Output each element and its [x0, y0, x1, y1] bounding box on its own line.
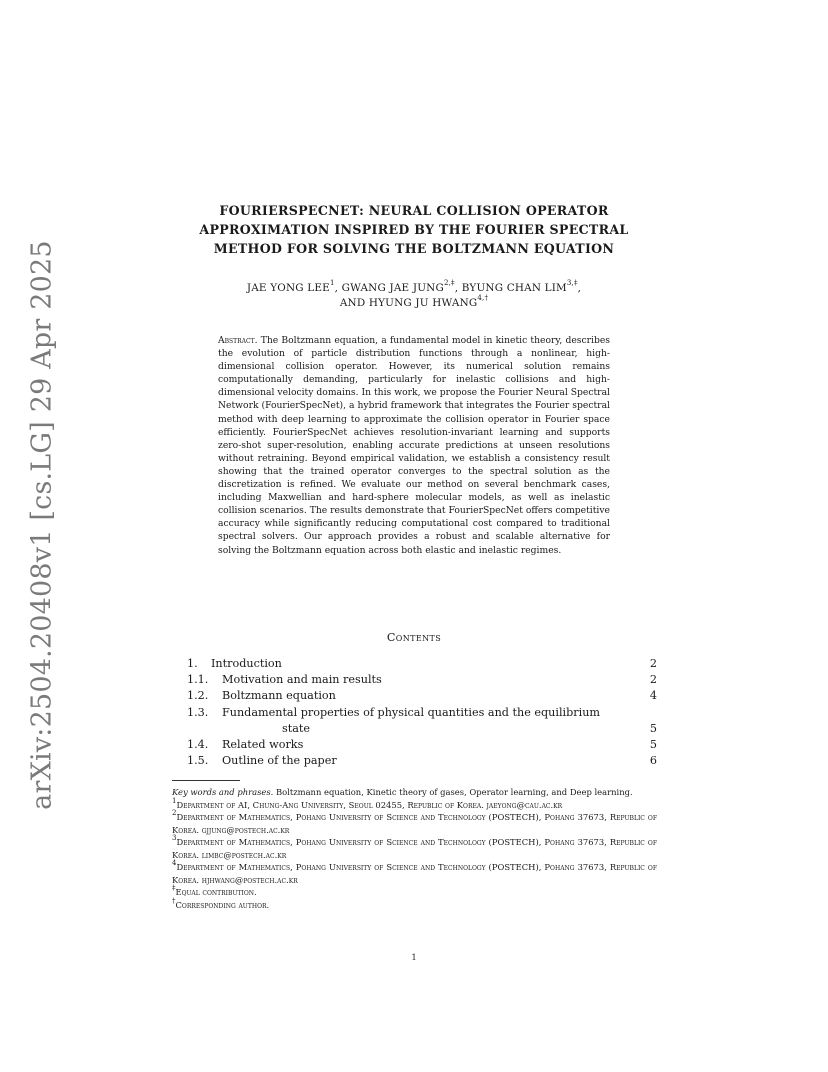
toc-entry-label-continued: state — [282, 721, 311, 735]
footnote-text: Equal contribution. — [175, 887, 257, 897]
toc-entry[interactable] — [187, 705, 657, 721]
footnote-mark: 2 — [172, 809, 177, 817]
toc-entry[interactable] — [187, 737, 657, 753]
keywords-footnote — [172, 786, 657, 799]
author-mark: 1 — [329, 279, 335, 287]
author-list — [160, 281, 668, 310]
toc-entry-number: 1.4. — [187, 738, 209, 752]
toc-entry-label: Outline of the paper — [222, 754, 337, 768]
keywords-label: Key words and phrases. — [172, 787, 274, 797]
author-line-1 — [160, 281, 668, 296]
affiliation-footnote — [172, 796, 657, 812]
toc-entry-page: 2 — [649, 673, 657, 687]
author-separator: , — [577, 282, 582, 294]
toc-entry-page: 5 — [649, 721, 657, 735]
affiliation-footnote — [172, 836, 657, 861]
author-name: , GWANG JAE JUNG — [334, 282, 444, 294]
toc-entry-number: 1. — [187, 657, 198, 670]
author-mark: 4,† — [477, 293, 489, 302]
toc-entry-page: 5 — [649, 738, 657, 752]
toc-entry[interactable] — [187, 753, 657, 769]
footnote-mark: ‡ — [172, 884, 176, 892]
toc-entry-page: 6 — [649, 754, 657, 768]
toc-entry-page: 2 — [649, 657, 657, 670]
toc-entry-number: 1.3. — [187, 705, 209, 719]
toc-entry-number: 1.5. — [187, 754, 209, 768]
author-name: JAE YONG LEE — [246, 282, 330, 294]
title-line: METHOD FOR SOLVING THE BOLTZMANN EQUATION — [213, 241, 615, 256]
affiliation-text: Department of AI, Chung-Ang University, Seoul 02455, Republic of Korea. jaeyong@cau.ac.kr — [176, 799, 563, 810]
toc-entry-number: 1.2. — [187, 689, 209, 703]
footnote-mark: 3 — [172, 834, 177, 842]
affiliation-footnote — [172, 861, 657, 886]
keywords-text: Boltzmann equation, Kinetic theory of gases, Operator learning, and Deep learning. — [275, 787, 633, 797]
corresponding-author-footnote — [172, 896, 657, 912]
footnote-mark: 4 — [172, 859, 177, 867]
toc-entry-label: Boltzmann equation — [222, 689, 336, 703]
footnote-rule — [172, 780, 240, 781]
affiliation-footnote — [172, 811, 657, 836]
table-of-contents — [187, 656, 657, 769]
paper-title — [160, 201, 668, 258]
equal-contribution-footnote — [172, 886, 657, 899]
footnote-text: Corresponding author. — [175, 899, 270, 910]
author-name: , BYUNG CHAN LIM — [454, 282, 567, 294]
author-mark: 3,‡ — [566, 279, 578, 287]
author-mark: 2,‡ — [443, 279, 455, 287]
page-number: 1 — [411, 952, 417, 962]
affiliation-text: Department of Mathematics, Pohang University of Science and Technology (POSTECH), Pohang 37673, Republic of Korea. hjhwang@postech.ac.kr — [172, 862, 657, 885]
arxiv-identifier — [22, 240, 62, 810]
author-line-2 — [160, 293, 668, 311]
footnotes — [172, 786, 657, 911]
toc-entry[interactable] — [187, 688, 657, 704]
toc-entry-continuation[interactable] — [187, 721, 657, 737]
toc-entry-label: Motivation and main results — [222, 673, 382, 687]
toc-entry-number: 1.1. — [187, 673, 209, 687]
arxiv-identifier-text: arXiv:2504.20408v1 [cs.LG] 29 Apr 2025 — [26, 240, 58, 810]
toc-entry-label: Related works — [222, 738, 304, 752]
affiliation-text: Department of Mathematics, Pohang University of Science and Technology (POSTECH), Pohang 37673, Republic of Korea. limbc@postech.ac.kr — [172, 837, 657, 860]
affiliation-text: Department of Mathematics, Pohang University of Science and Technology (POSTECH), Pohang 37673, Republic of Korea. gjjung@postech.ac.kr — [172, 812, 657, 835]
toc-entry[interactable] — [187, 656, 657, 672]
contents-heading: Contents — [386, 631, 442, 644]
abstract — [218, 334, 610, 557]
toc-entry-label: Fundamental properties of physical quantities and the equilibrium — [222, 705, 601, 719]
footnote-mark: † — [172, 896, 176, 905]
author-name: AND HYUNG JU HWANG — [339, 296, 478, 309]
title-line: APPROXIMATION INSPIRED BY THE FOURIER SPECTRAL — [199, 222, 629, 237]
toc-entry-page: 4 — [649, 689, 657, 703]
abstract-heading: Abstract. — [218, 335, 258, 346]
title-line: FOURIERSPECNET: NEURAL COLLISION OPERATOR — [219, 203, 609, 218]
abstract-text: The Boltzmann equation, a fundamental model in kinetic theory, describes the evolution of particle distribution functions through a nonlinear, high-dimensional collision operator. However, its numerical solution remains computationally demanding, particularly for inelastic collisions and high-dimensional velocity domains. In this work, we propose the Fourier Neural Spectral Network (FourierSpecNet), a hybrid framework that integrates the Fourier spectral method with deep learning to approximate the collision operator in Fourier space efficiently. FourierSpecNet achieves resolution-invariant learning and supports zero-shot super-resolution, enabling accurate predictions at unseen resolutions without retraining. Beyond empirical validation, we establish a consistency result showing that the trained operator converges to the spectral solution as the discretization is refined. We evaluate our method on several benchmark cases, including Maxwellian and hard-sphere molecular models, as well as inelastic collision scenarios. The results demonstrate that FourierSpecNet offers competitive accuracy while significantly reducing computational cost compared to traditional spectral solvers. Our approach provides a robust and scalable alternative for solving the Boltzmann equation across both elastic and inelastic regimes. — [218, 335, 610, 556]
toc-entry[interactable] — [187, 672, 657, 688]
footnote-mark: 1 — [172, 796, 177, 805]
toc-entry-label: Introduction — [211, 657, 282, 670]
